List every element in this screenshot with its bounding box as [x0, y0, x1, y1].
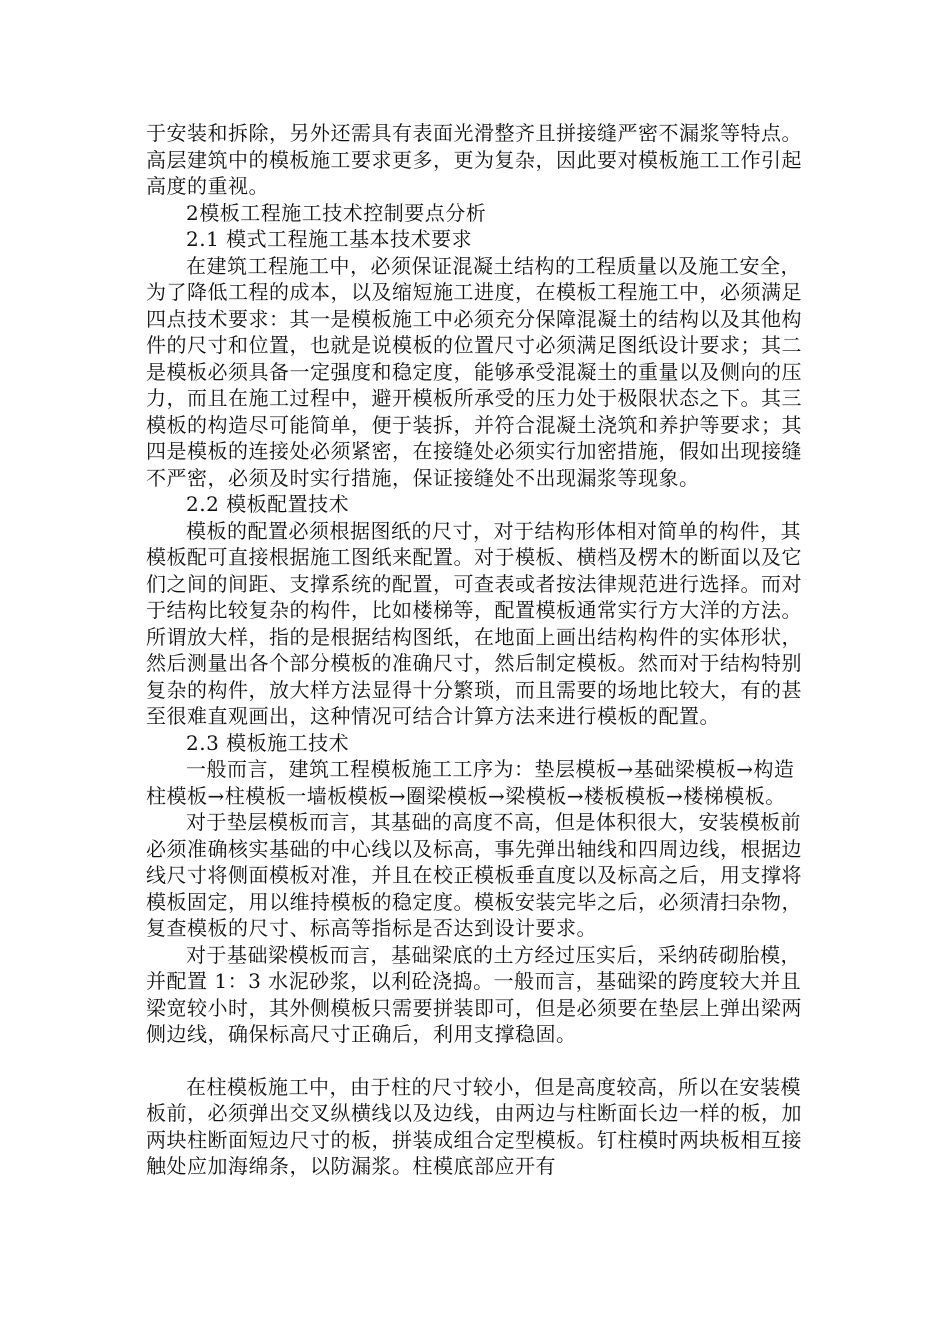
paragraph-spacer — [146, 1048, 802, 1074]
paragraph-intro: 于安装和拆除，另外还需具有表面光滑整齐且拼接缝严密不漏浆等特点。高层建筑中的模板施工要求更多，更为复杂，因此要对模板施工工作引起高度的重视。 — [146, 121, 802, 198]
section-heading-2-1: 2.1 模式工程施工基本技术要求 — [186, 227, 473, 251]
paragraph-column-formwork: 在柱模板施工中，由于柱的尺寸较小，但是高度较高，所以在安装模板前，必须弹出交叉纵横线以及边线，由两边与柱断面长边一样的板，加两块柱断面短边尺寸的板，拼装成组合定型模板。钉柱模时两块板相互接触处应加海绵条，以防漏浆。柱模底部应开有 — [146, 1074, 802, 1178]
document-body — [146, 120, 802, 1180]
section-heading-2: 2模板工程施工技术控制要点分析 — [186, 200, 487, 225]
paragraph-construction-sequence: 一般而言，建筑工程模板施工工序为：垫层模板→基础梁模板→构造柱模板→柱模板一墙板模板→圈梁模板→梁模板→楼板模板→楼梯模板。 — [146, 757, 795, 808]
paragraph-technical-requirements: 在建筑工程施工中，必须保证混凝土结构的工程质量以及施工安全，为了降低工程的成本，以及缩短施工进度，在模板工程施工中，必须满足四点技术要求：其一是模板施工中必须充分保障混凝土的结构以及其他构件的尺寸和位置，也就是说模板的位置尺寸必须满足图纸设计要求；其二是模板必须具备一定强度和稳定度，能够承受混凝土的重量以及侧向的压力，而且在施工过程中，避开模板所承受的压力处于极限状态之下。其三模板的构造尽可能简单，便于装拆，并符合混凝土浇筑和养护等要求；其四是模板的连接处必须紧密，在接缝处必须实行加密措施，假如出现接缝不严密，必须及时实行措施，保证接缝处不出现漏浆等现象。 — [146, 253, 802, 490]
paragraph-formwork-configuration: 模板的配置必须根据图纸的尺寸，对于结构形体相对简单的构件，其模板配可直接根据施工图纸来配置。对于模板、横档及楞木的断面以及它们之间的间距、支撑系统的配置，可查表或者按法律规范进行选择。而对于结构比较复杂的构件，比如楼梯等，配置模板通常实行方大洋的方法。所谓放大样，指的是根据结构图纸，在地面上画出结构构件的实体形状，然后测量出各个部分模板的准确尺寸，然后制定模板。然而对于结构特别复杂的构件，放大样方法显得十分繁琐，而且需要的场地比较大，有的甚至很难直观画出，这种情况可结合计算方法来进行模板的配置。 — [146, 518, 802, 728]
paragraph-cushion-formwork: 对于垫层模板而言，其基础的高度不高，但是体积很大，安装模板前必须准确核实基础的中心线以及标高，事先弹出轴线和四周边线，根据边线尺寸将侧面模板对准，并且在校正模板垂直度以及标高之后，用支撑将模板固定，用以维持模板的稳定度。模板安装完毕之后，必须清扫杂物，复查模板的尺寸、标高等指标是否达到设计要求。 — [146, 810, 802, 940]
section-heading-2-2: 2.2 模板配置技术 — [186, 492, 350, 516]
section-heading-2-3: 2.3 模板施工技术 — [186, 730, 350, 755]
paragraph-foundation-beam-formwork: 对于基础梁模板而言，基础梁底的土方经过压实后，采纳砖砌胎模，并配置 1：3 水泥砂浆，以利砼浇捣。一般而言，基础梁的跨度较大并且梁宽较小时，其外侧模板只需要拼装即可，但是必须要在垫层上弹出梁两侧边线，确保标高尺寸正确后，利用支撑稳固。 — [146, 942, 802, 1046]
